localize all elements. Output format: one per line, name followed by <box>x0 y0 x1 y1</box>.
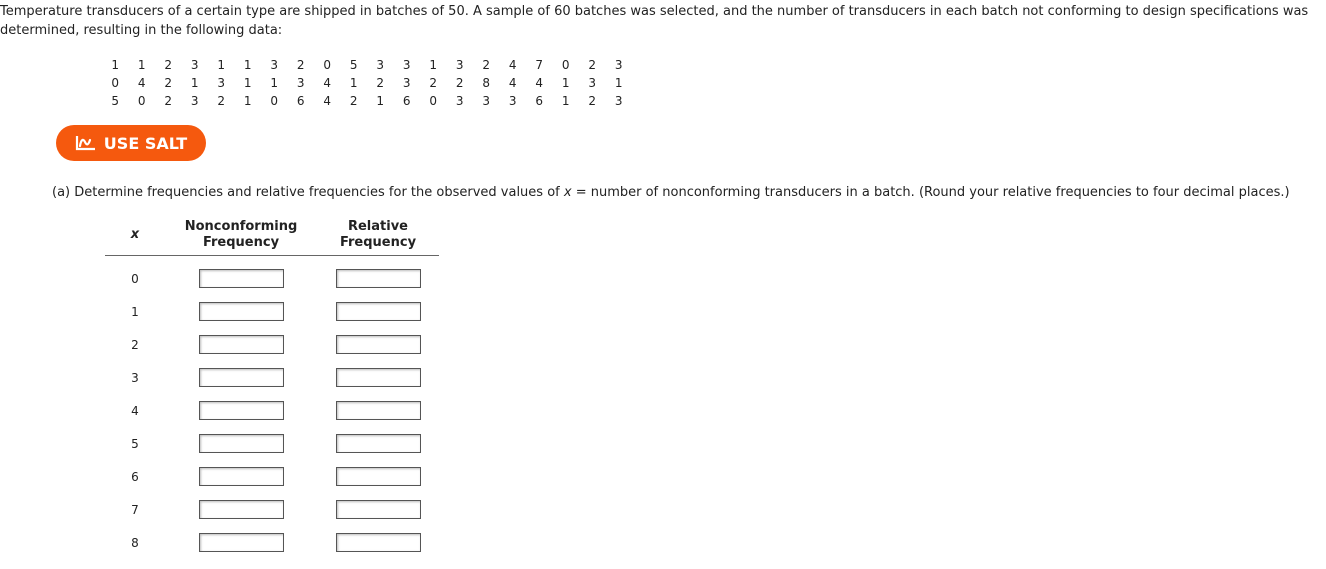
data-value: 3 <box>402 76 411 90</box>
relative-frequency-cell <box>317 361 439 394</box>
data-value: 3 <box>614 94 623 108</box>
frequency-table-header <box>105 215 439 256</box>
data-value: 2 <box>588 58 597 72</box>
data-value: 3 <box>376 58 385 72</box>
frequency-input[interactable] <box>199 467 284 486</box>
data-value: 0 <box>137 94 146 108</box>
relative-frequency-input[interactable] <box>336 269 421 288</box>
data-value: 0 <box>270 94 279 108</box>
x-value: 7 <box>131 502 139 517</box>
data-value: 0 <box>323 58 332 72</box>
data-value: 1 <box>429 58 438 72</box>
relative-frequency-input[interactable] <box>336 368 421 387</box>
data-value: 1 <box>561 76 570 90</box>
frequency-row <box>105 493 439 526</box>
frequency-input[interactable] <box>199 302 284 321</box>
data-row <box>102 56 632 74</box>
data-value: 6 <box>535 94 544 108</box>
data-value: 1 <box>614 76 623 90</box>
frequency-input[interactable] <box>199 335 284 354</box>
header-frequency <box>165 215 317 256</box>
frequency-cell <box>165 328 317 361</box>
x-value: 3 <box>131 370 139 385</box>
data-value: 3 <box>270 58 279 72</box>
relative-frequency-cell <box>317 493 439 526</box>
header-frequency-line2: Frequency <box>202 235 280 250</box>
frequency-input[interactable] <box>199 269 284 288</box>
data-value: 2 <box>296 58 305 72</box>
part-a-suffix: = number of nonconforming transducers in a batch. (Round your relative frequencies to four decimal places.) <box>571 185 1290 200</box>
frequency-row <box>105 361 439 394</box>
relative-frequency-cell <box>317 295 439 328</box>
problem-intro: Temperature transducers of a certain type are shipped in batches of 50. A sample of 60 batches was selected, and the number of transducers in each batch not conforming to design specifications was determined, resulting in the following data: <box>0 4 1309 38</box>
data-value: 0 <box>111 76 120 90</box>
frequency-cell <box>165 295 317 328</box>
data-value: 1 <box>561 94 570 108</box>
frequency-input[interactable] <box>199 368 284 387</box>
data-value: 3 <box>190 94 199 108</box>
frequency-input[interactable] <box>199 533 284 552</box>
x-value: 6 <box>131 469 139 484</box>
relative-frequency-cell <box>317 328 439 361</box>
data-value: 4 <box>137 76 146 90</box>
frequency-cell <box>165 361 317 394</box>
x-value: 8 <box>131 535 139 550</box>
data-value: 2 <box>588 94 597 108</box>
data-value: 5 <box>349 58 358 72</box>
data-value: 5 <box>111 94 120 108</box>
data-value: 2 <box>429 76 438 90</box>
frequency-input[interactable] <box>199 401 284 420</box>
data-value: 2 <box>164 94 173 108</box>
frequency-cell <box>165 427 317 460</box>
relative-frequency-cell <box>317 526 439 559</box>
data-value: 4 <box>323 94 332 108</box>
data-value: 4 <box>535 76 544 90</box>
data-value: 3 <box>217 76 226 90</box>
part-a-prefix: (a) Determine frequencies and relative frequencies for the observed values of <box>52 185 564 200</box>
relative-frequency-cell <box>317 256 439 296</box>
part-a-variable: x <box>563 185 572 200</box>
header-relative-line1: Relative <box>347 219 409 234</box>
chart-line-icon <box>75 135 97 151</box>
data-grid <box>102 56 632 110</box>
data-value: 0 <box>429 94 438 108</box>
data-value: 1 <box>376 94 385 108</box>
frequency-input[interactable] <box>199 500 284 519</box>
relative-frequency-cell <box>317 460 439 493</box>
x-value: 5 <box>131 436 139 451</box>
data-value: 3 <box>296 76 305 90</box>
relative-frequency-input[interactable] <box>336 467 421 486</box>
data-value: 1 <box>243 76 252 90</box>
data-value: 2 <box>164 58 173 72</box>
frequency-cell <box>165 394 317 427</box>
x-value: 1 <box>131 304 139 319</box>
data-value: 2 <box>164 76 173 90</box>
data-value: 1 <box>349 76 358 90</box>
use-salt-label: USE SALT <box>103 133 188 153</box>
data-value: 8 <box>482 76 491 90</box>
data-value: 2 <box>376 76 385 90</box>
x-value: 0 <box>131 271 139 286</box>
data-value: 1 <box>270 76 279 90</box>
data-value: 3 <box>455 94 464 108</box>
header-relative-frequency <box>317 215 439 256</box>
frequency-cell <box>165 526 317 559</box>
relative-frequency-input[interactable] <box>336 434 421 453</box>
use-salt-button[interactable] <box>56 125 206 161</box>
frequency-row <box>105 460 439 493</box>
data-value: 3 <box>190 58 199 72</box>
data-value: 2 <box>349 94 358 108</box>
data-value: 4 <box>508 76 517 90</box>
header-frequency-line1: Nonconforming <box>184 219 298 234</box>
data-value: 3 <box>508 94 517 108</box>
relative-frequency-input[interactable] <box>336 335 421 354</box>
frequency-table <box>105 215 439 559</box>
frequency-row <box>105 295 439 328</box>
header-relative-line2: Frequency <box>339 235 417 250</box>
data-value: 2 <box>455 76 464 90</box>
frequency-row <box>105 526 439 559</box>
relative-frequency-cell <box>317 427 439 460</box>
data-row <box>102 74 632 92</box>
frequency-cell <box>165 460 317 493</box>
frequency-row <box>105 394 439 427</box>
relative-frequency-input[interactable] <box>336 533 421 552</box>
data-value: 6 <box>402 94 411 108</box>
frequency-cell <box>165 493 317 526</box>
data-value: 2 <box>482 58 491 72</box>
data-value: 3 <box>482 94 491 108</box>
frequency-cell <box>165 256 317 296</box>
data-value: 1 <box>243 94 252 108</box>
data-value: 3 <box>455 58 464 72</box>
data-value: 7 <box>535 58 544 72</box>
data-value: 1 <box>137 58 146 72</box>
data-value: 1 <box>190 76 199 90</box>
data-value: 3 <box>614 58 623 72</box>
frequency-row <box>105 427 439 460</box>
data-value: 1 <box>217 58 226 72</box>
data-value: 3 <box>402 58 411 72</box>
frequency-row <box>105 256 439 296</box>
data-value: 4 <box>508 58 517 72</box>
relative-frequency-input[interactable] <box>336 500 421 519</box>
relative-frequency-input[interactable] <box>336 302 421 321</box>
frequency-row <box>105 328 439 361</box>
x-value: 4 <box>131 403 139 418</box>
data-value: 1 <box>243 58 252 72</box>
data-value: 2 <box>217 94 226 108</box>
x-value: 2 <box>131 337 139 352</box>
frequency-input[interactable] <box>199 434 284 453</box>
data-value: 3 <box>588 76 597 90</box>
data-value: 4 <box>323 76 332 90</box>
relative-frequency-cell <box>317 394 439 427</box>
header-x: x <box>105 215 165 256</box>
data-value: 0 <box>561 58 570 72</box>
relative-frequency-input[interactable] <box>336 401 421 420</box>
data-value: 1 <box>111 58 120 72</box>
data-value: 6 <box>296 94 305 108</box>
part-a-question <box>52 185 1290 200</box>
data-row <box>102 92 632 110</box>
